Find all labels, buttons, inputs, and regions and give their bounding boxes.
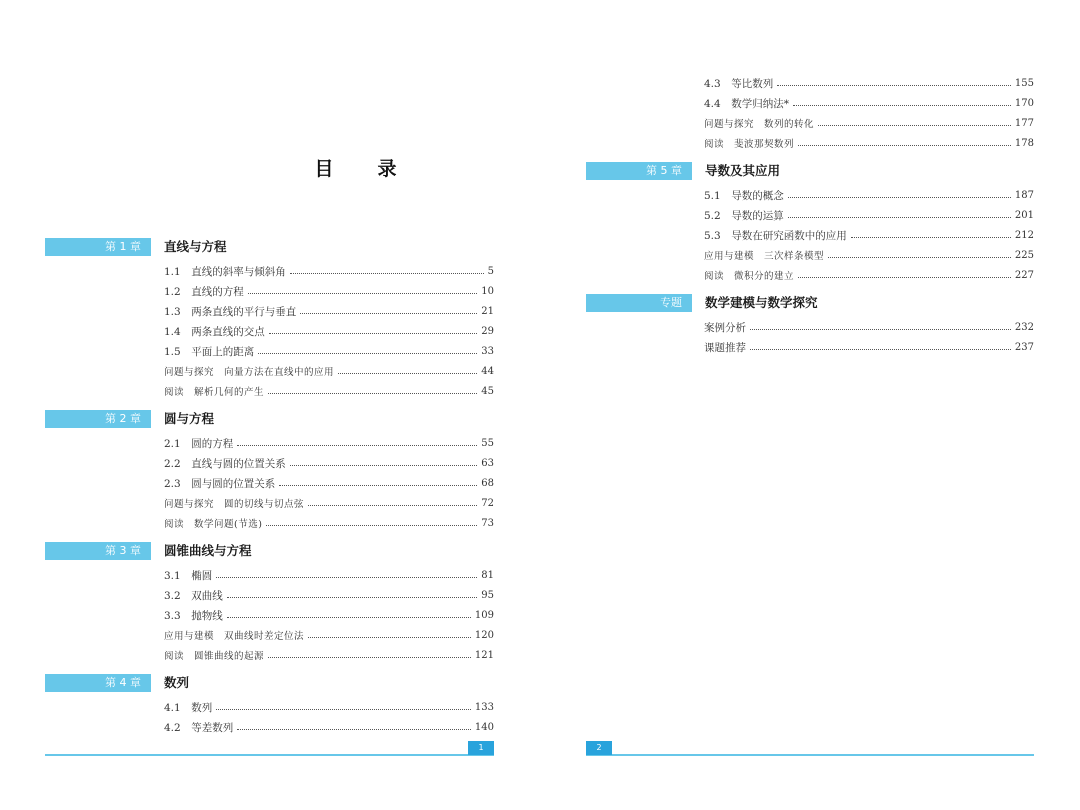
entry-label: 2.3 圆与圆的位置关系 — [164, 477, 276, 490]
dot-leader — [237, 729, 471, 730]
toc-entry[interactable] — [704, 248, 1034, 262]
entry-page: 178 — [1014, 137, 1034, 149]
entry-page: 45 — [481, 385, 494, 397]
toc-entry[interactable] — [164, 588, 494, 602]
entry-page: 10 — [481, 285, 494, 297]
entry-label: 阅读 解析几何的产生 — [164, 387, 265, 398]
chapter-title: 圆与方程 — [164, 411, 215, 426]
entry-page: 232 — [1014, 321, 1034, 333]
entry-page: 68 — [481, 477, 494, 489]
entry-page: 29 — [481, 325, 494, 337]
entry-page: 120 — [474, 629, 494, 641]
dot-leader — [788, 197, 1011, 198]
toc-entry[interactable] — [704, 188, 1034, 202]
dot-leader — [777, 85, 1011, 86]
entry-label: 阅读 数学问题(节选) — [164, 519, 263, 530]
toc-entry[interactable] — [704, 320, 1034, 334]
entry-label: 2.2 直线与圆的位置关系 — [164, 457, 286, 470]
toc-entry[interactable] — [164, 324, 494, 338]
entry-label: 4.3 等比数列 — [704, 77, 774, 90]
entry-label: 3.1 椭圆 — [164, 569, 213, 582]
entry-page: 44 — [481, 365, 494, 377]
dot-leader — [237, 445, 477, 446]
toc-entry[interactable] — [164, 608, 494, 622]
entry-label: 阅读 圆锥曲线的起源 — [164, 651, 265, 662]
right-page — [540, 0, 1080, 810]
toc-entry[interactable] — [704, 340, 1034, 354]
entry-page: 212 — [1014, 229, 1034, 241]
entry-label: 4.1 数列 — [164, 701, 213, 714]
entry-page: 133 — [474, 701, 494, 713]
toc-entry[interactable] — [164, 720, 494, 734]
dot-leader — [266, 525, 477, 526]
dot-leader — [216, 709, 471, 710]
entry-page: 33 — [481, 345, 494, 357]
toc-entry[interactable] — [704, 228, 1034, 242]
dot-leader — [308, 505, 477, 506]
entry-label: 应用与建模 双曲线时差定位法 — [164, 631, 305, 642]
dot-leader — [279, 485, 477, 486]
toc-entry[interactable] — [164, 628, 494, 642]
chapter-band: 第 5 章 — [586, 162, 692, 180]
dot-leader — [268, 657, 471, 658]
entry-page: 63 — [481, 457, 494, 469]
entry-label: 应用与建模 三次样条模型 — [704, 251, 825, 262]
toc-entry[interactable] — [704, 268, 1034, 282]
entry-page: 73 — [481, 517, 494, 529]
entry-label: 阅读 微积分的建立 — [704, 271, 795, 282]
dot-leader — [798, 277, 1011, 278]
toc-entry[interactable] — [164, 364, 494, 378]
entry-page: 5 — [487, 265, 494, 277]
dot-leader — [793, 105, 1011, 106]
entry-page: 95 — [481, 589, 494, 601]
footer-rule — [586, 754, 1034, 756]
entry-label: 课题推荐 — [704, 341, 746, 354]
dot-leader — [338, 373, 477, 374]
entry-label: 1.1 直线的斜率与倾斜角 — [164, 265, 286, 278]
toc-entry[interactable] — [704, 116, 1034, 130]
page-number-badge: 2 — [586, 741, 612, 755]
entry-page: 170 — [1014, 97, 1034, 109]
page-title — [288, 132, 397, 203]
chapter-band: 第 4 章 — [45, 674, 151, 692]
dot-leader — [828, 257, 1011, 258]
entry-label: 案例分析 — [704, 321, 746, 334]
toc-entry[interactable] — [164, 456, 494, 470]
chapter-title: 直线与方程 — [164, 239, 227, 254]
entry-page: 121 — [474, 649, 494, 661]
dot-leader — [227, 617, 471, 618]
toc-entry[interactable] — [164, 304, 494, 318]
toc-entry[interactable] — [704, 208, 1034, 222]
dot-leader — [750, 349, 1011, 350]
entry-page: 201 — [1014, 209, 1034, 221]
chapter-title: 导数及其应用 — [705, 163, 781, 178]
entry-page: 187 — [1014, 189, 1034, 201]
entry-page: 227 — [1014, 269, 1034, 281]
entry-page: 55 — [481, 437, 494, 449]
dot-leader — [798, 145, 1011, 146]
chapter-band: 第 2 章 — [45, 410, 151, 428]
dot-leader — [268, 393, 477, 394]
dot-leader — [258, 353, 477, 354]
toc-entry[interactable] — [164, 648, 494, 662]
toc-entry[interactable] — [164, 496, 494, 510]
entry-page: 237 — [1014, 341, 1034, 353]
toc-entry[interactable] — [704, 96, 1034, 110]
entry-label: 5.3 导数在研究函数中的应用 — [704, 229, 847, 242]
dot-leader — [818, 125, 1011, 126]
dot-leader — [750, 329, 1011, 330]
dot-leader — [851, 237, 1011, 238]
toc-entry[interactable] — [164, 436, 494, 450]
entry-page: 21 — [481, 305, 494, 317]
entry-label: 1.4 两条直线的交点 — [164, 325, 265, 338]
dot-leader — [269, 333, 478, 334]
entry-label: 问题与探究 圆的切线与切点弦 — [164, 499, 305, 510]
entry-label: 1.3 两条直线的平行与垂直 — [164, 305, 297, 318]
toc-entry[interactable] — [164, 516, 494, 530]
dot-leader — [308, 637, 471, 638]
entry-page: 155 — [1014, 77, 1034, 89]
entry-label: 阅读 斐波那契数列 — [704, 139, 795, 150]
footer-rule — [45, 754, 494, 756]
chapter-band: 第 3 章 — [45, 542, 151, 560]
dot-leader — [248, 293, 478, 294]
toc-entry[interactable] — [164, 264, 494, 278]
entry-label: 问题与探究 数列的转化 — [704, 119, 815, 130]
title-char-1: 目 — [314, 158, 334, 180]
toc-entry[interactable] — [164, 700, 494, 714]
toc-entry[interactable] — [164, 384, 494, 398]
chapter-title: 圆锥曲线与方程 — [164, 543, 252, 558]
page-number-badge: 1 — [468, 741, 494, 755]
entry-label: 3.2 双曲线 — [164, 589, 223, 602]
toc-entry[interactable] — [164, 476, 494, 490]
entry-page: 177 — [1014, 117, 1034, 129]
entry-label: 4.4 数学归纳法* — [704, 97, 789, 110]
dot-leader — [227, 597, 478, 598]
entry-label: 5.2 导数的运算 — [704, 209, 784, 222]
entry-label: 5.1 导数的概念 — [704, 189, 784, 202]
entry-page: 72 — [481, 497, 494, 509]
entry-page: 109 — [474, 609, 494, 621]
entry-page: 140 — [474, 721, 494, 733]
entry-label: 2.1 圆的方程 — [164, 437, 234, 450]
title-char-2: 录 — [377, 158, 397, 180]
toc-entry[interactable] — [164, 568, 494, 582]
toc-entry[interactable] — [704, 76, 1034, 90]
entry-label: 问题与探究 向量方法在直线中的应用 — [164, 367, 335, 378]
chapter-title: 数学建模与数学探究 — [705, 295, 818, 310]
toc-entry[interactable] — [704, 136, 1034, 150]
dot-leader — [216, 577, 477, 578]
dot-leader — [300, 313, 477, 314]
entry-label: 4.2 等差数列 — [164, 721, 234, 734]
entry-label: 1.5 平面上的距离 — [164, 345, 255, 358]
toc-entry[interactable] — [164, 284, 494, 298]
chapter-band: 第 1 章 — [45, 238, 151, 256]
chapter-band: 专题 — [586, 294, 692, 312]
dot-leader — [290, 465, 478, 466]
entry-label: 1.2 直线的方程 — [164, 285, 244, 298]
entry-label: 3.3 抛物线 — [164, 609, 223, 622]
entry-page: 81 — [481, 569, 494, 581]
toc-entry[interactable] — [164, 344, 494, 358]
dot-leader — [788, 217, 1011, 218]
chapter-title: 数列 — [164, 675, 190, 690]
entry-page: 225 — [1014, 249, 1034, 261]
dot-leader — [290, 273, 484, 274]
